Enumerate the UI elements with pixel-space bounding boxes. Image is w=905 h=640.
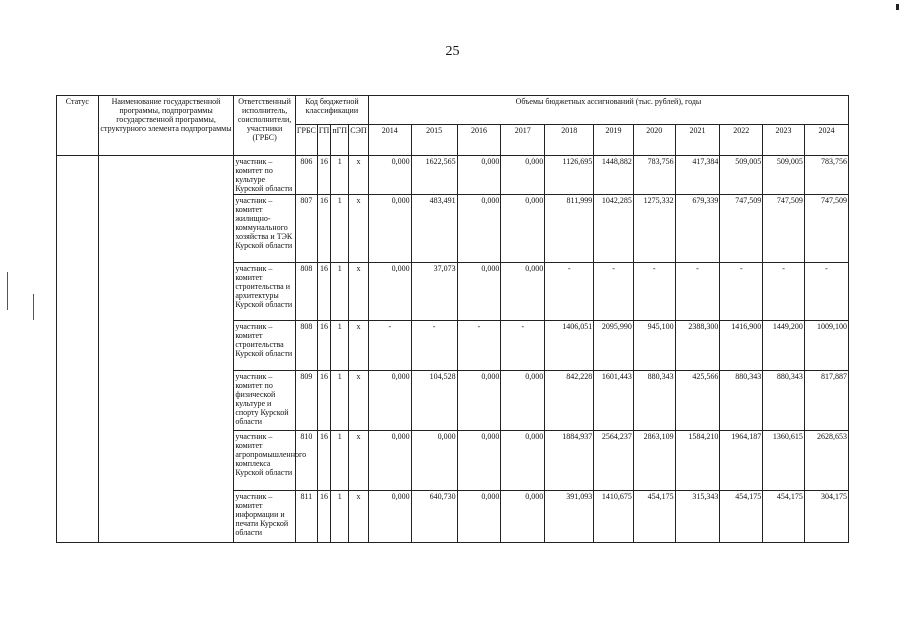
- header-year: 2020: [633, 125, 675, 156]
- value-cell: 304,175: [804, 491, 848, 543]
- value-cell: 1009,100: [804, 321, 848, 371]
- value-cell: 2628,653: [804, 431, 848, 491]
- value-cell: 783,756: [633, 156, 675, 195]
- value-cell: -: [763, 263, 805, 321]
- code-sep-cell: х: [349, 263, 369, 321]
- header-executor: Ответственный исполнитель, соисполнители, участники (ГРБС): [234, 96, 296, 156]
- value-cell: 0,000: [457, 371, 501, 431]
- header-year: 2016: [457, 125, 501, 156]
- value-cell: 1410,675: [594, 491, 634, 543]
- executor-cell: участник – комитет информации и печати Курской области: [234, 491, 296, 543]
- code-gp-cell: 16: [317, 371, 331, 431]
- table-row: [57, 156, 849, 195]
- header-year: 2019: [594, 125, 634, 156]
- budget-table: [56, 95, 849, 543]
- value-cell: 391,093: [545, 491, 594, 543]
- value-cell: 1622,565: [411, 156, 457, 195]
- header-code-sep: СЭП: [349, 125, 369, 156]
- value-cell: 0,000: [501, 491, 545, 543]
- value-cell: 0,000: [368, 431, 411, 491]
- scan-artifact-mark: [896, 4, 899, 10]
- value-cell: 1601,443: [594, 371, 634, 431]
- value-cell: 679,339: [675, 195, 720, 263]
- value-cell: 2388,300: [675, 321, 720, 371]
- value-cell: 0,000: [457, 156, 501, 195]
- value-cell: -: [457, 321, 501, 371]
- header-year: 2018: [545, 125, 594, 156]
- value-cell: 747,509: [804, 195, 848, 263]
- value-cell: 104,528: [411, 371, 457, 431]
- code-pgp-cell: 1: [331, 321, 349, 371]
- value-cell: -: [411, 321, 457, 371]
- code-gp-cell: 16: [317, 321, 331, 371]
- value-cell: 1275,332: [633, 195, 675, 263]
- code-gp-cell: 16: [317, 491, 331, 543]
- value-cell: 0,000: [501, 195, 545, 263]
- value-cell: -: [720, 263, 763, 321]
- value-cell: 0,000: [368, 195, 411, 263]
- code-gp-cell: 16: [317, 156, 331, 195]
- value-cell: 0,000: [457, 431, 501, 491]
- value-cell: 1964,187: [720, 431, 763, 491]
- value-cell: 2564,237: [594, 431, 634, 491]
- value-cell: 2095,990: [594, 321, 634, 371]
- value-cell: 817,887: [804, 371, 848, 431]
- value-cell: 1584,210: [675, 431, 720, 491]
- code-grbs-cell: 811: [295, 491, 317, 543]
- code-gp-cell: 16: [317, 263, 331, 321]
- code-sep-cell: х: [349, 195, 369, 263]
- code-grbs-cell: 806: [295, 156, 317, 195]
- scan-artifact-line: [7, 272, 8, 310]
- value-cell: 425,566: [675, 371, 720, 431]
- header-year: 2022: [720, 125, 763, 156]
- value-cell: 483,491: [411, 195, 457, 263]
- code-grbs-cell: 808: [295, 321, 317, 371]
- value-cell: 1449,200: [763, 321, 805, 371]
- code-grbs-cell: 808: [295, 263, 317, 321]
- value-cell: -: [804, 263, 848, 321]
- header-row-top: [57, 96, 849, 125]
- code-sep-cell: х: [349, 491, 369, 543]
- value-cell: 1448,882: [594, 156, 634, 195]
- name-cell: [98, 156, 234, 543]
- value-cell: -: [633, 263, 675, 321]
- code-gp-cell: 16: [317, 195, 331, 263]
- value-cell: -: [368, 321, 411, 371]
- value-cell: 1042,285: [594, 195, 634, 263]
- value-cell: 0,000: [457, 263, 501, 321]
- executor-cell: участник – комитет агропромышленного комплекса Курской области: [234, 431, 296, 491]
- value-cell: -: [501, 321, 545, 371]
- code-grbs-cell: 810: [295, 431, 317, 491]
- value-cell: 0,000: [368, 371, 411, 431]
- value-cell: 509,005: [763, 156, 805, 195]
- value-cell: 0,000: [368, 156, 411, 195]
- value-cell: -: [594, 263, 634, 321]
- value-cell: 880,343: [763, 371, 805, 431]
- header-code-grbs: ГРБС: [295, 125, 317, 156]
- value-cell: 640,730: [411, 491, 457, 543]
- executor-cell: участник – комитет по физической культуре и спорту Курской области: [234, 371, 296, 431]
- header-code-gp: ГП: [317, 125, 331, 156]
- value-cell: 2863,109: [633, 431, 675, 491]
- value-cell: 1406,051: [545, 321, 594, 371]
- value-cell: 37,073: [411, 263, 457, 321]
- header-year: 2017: [501, 125, 545, 156]
- executor-cell: участник – комитет строительства и архитектуры Курской области: [234, 263, 296, 321]
- code-sep-cell: х: [349, 371, 369, 431]
- code-pgp-cell: 1: [331, 195, 349, 263]
- value-cell: 0,000: [501, 371, 545, 431]
- header-volume-group: Объемы бюджетных ассигнований (тыс. рублей), годы: [368, 96, 848, 125]
- value-cell: 0,000: [501, 156, 545, 195]
- value-cell: 0,000: [368, 263, 411, 321]
- value-cell: 1360,615: [763, 431, 805, 491]
- executor-cell: участник – комитет жилищно-коммунального хозяйства и ТЭК Курской области: [234, 195, 296, 263]
- header-code-pgp: пГП: [331, 125, 349, 156]
- value-cell: 747,509: [763, 195, 805, 263]
- value-cell: 1884,937: [545, 431, 594, 491]
- page-number: 25: [445, 44, 460, 59]
- code-gp-cell: 16: [317, 431, 331, 491]
- header-code-group: Код бюджетной классификации: [295, 96, 368, 125]
- value-cell: 0,000: [457, 491, 501, 543]
- value-cell: 1126,695: [545, 156, 594, 195]
- scan-artifact-line: [33, 294, 34, 320]
- code-sep-cell: х: [349, 156, 369, 195]
- header-year: 2023: [763, 125, 805, 156]
- value-cell: 0,000: [501, 431, 545, 491]
- value-cell: 0,000: [457, 195, 501, 263]
- header-year: 2021: [675, 125, 720, 156]
- code-sep-cell: х: [349, 321, 369, 371]
- header-name: Наименование государственной программы, подпрограммы государственной программы, структурного элемента подпрограммы: [98, 96, 234, 156]
- header-status: Статус: [57, 96, 99, 156]
- value-cell: 315,343: [675, 491, 720, 543]
- value-cell: 747,509: [720, 195, 763, 263]
- value-cell: 417,384: [675, 156, 720, 195]
- value-cell: 880,343: [633, 371, 675, 431]
- code-pgp-cell: 1: [331, 371, 349, 431]
- value-cell: 842,228: [545, 371, 594, 431]
- value-cell: 0,000: [501, 263, 545, 321]
- value-cell: -: [675, 263, 720, 321]
- value-cell: 811,999: [545, 195, 594, 263]
- value-cell: 1416,900: [720, 321, 763, 371]
- status-cell: [57, 156, 99, 543]
- value-cell: 454,175: [633, 491, 675, 543]
- executor-cell: участник – комитет по культуре Курской области: [234, 156, 296, 195]
- value-cell: 783,756: [804, 156, 848, 195]
- executor-cell: участник – комитет строительства Курской области: [234, 321, 296, 371]
- code-pgp-cell: 1: [331, 263, 349, 321]
- value-cell: 0,000: [368, 491, 411, 543]
- value-cell: 509,005: [720, 156, 763, 195]
- value-cell: 945,100: [633, 321, 675, 371]
- code-pgp-cell: 1: [331, 156, 349, 195]
- value-cell: 0,000: [411, 431, 457, 491]
- value-cell: -: [545, 263, 594, 321]
- code-sep-cell: х: [349, 431, 369, 491]
- code-pgp-cell: 1: [331, 431, 349, 491]
- value-cell: 454,175: [763, 491, 805, 543]
- code-grbs-cell: 807: [295, 195, 317, 263]
- header-year: 2015: [411, 125, 457, 156]
- code-pgp-cell: 1: [331, 491, 349, 543]
- value-cell: 880,343: [720, 371, 763, 431]
- value-cell: 454,175: [720, 491, 763, 543]
- code-grbs-cell: 809: [295, 371, 317, 431]
- header-year: 2024: [804, 125, 848, 156]
- header-year: 2014: [368, 125, 411, 156]
